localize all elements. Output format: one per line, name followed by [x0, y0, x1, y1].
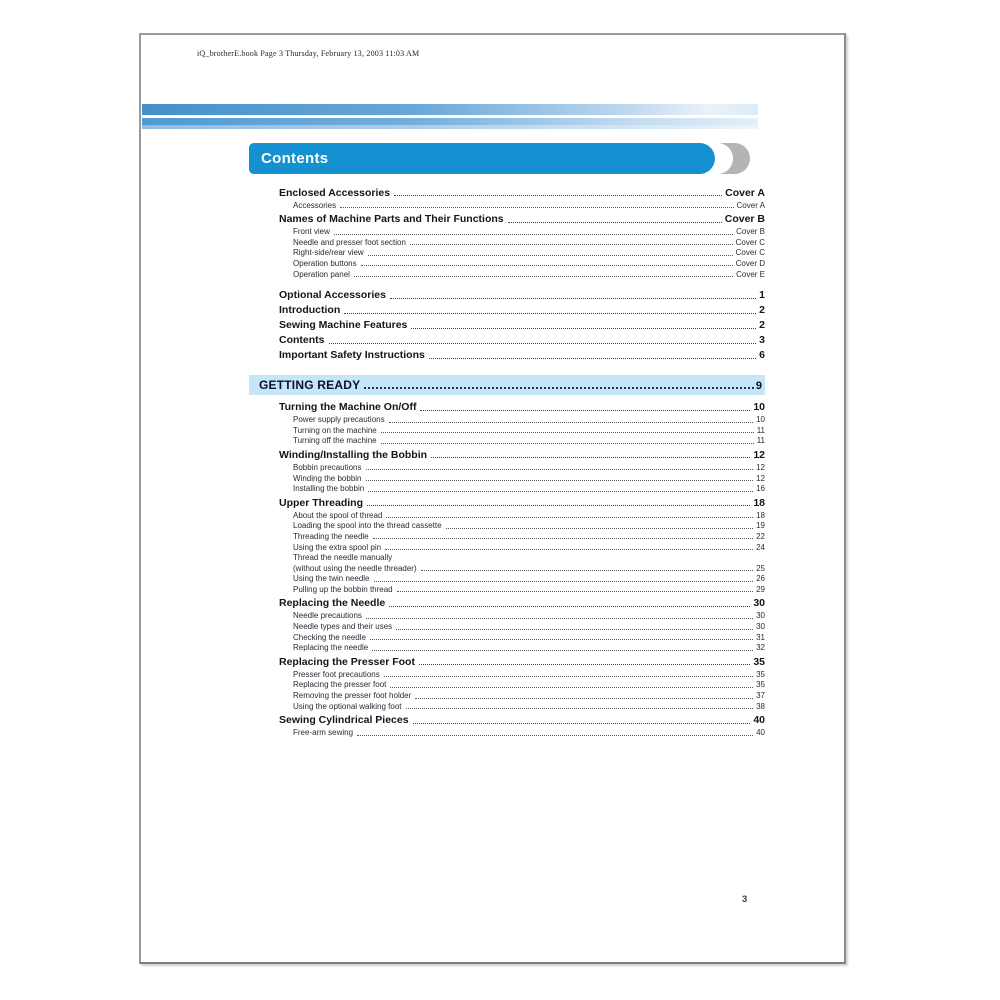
toc-row — [279, 541, 765, 552]
toc-entry-label: Contents — [279, 334, 325, 347]
toc-row — [279, 333, 765, 346]
header-stripes — [142, 104, 758, 129]
toc-leader-dots — [410, 244, 733, 245]
toc-row — [279, 700, 765, 711]
toc-row — [279, 461, 765, 472]
toc-row — [279, 414, 765, 425]
toc-entry-label: Power supply precautions — [293, 415, 385, 425]
toc-entry-label: Presser foot precautions — [293, 669, 380, 679]
toc-row — [279, 631, 765, 642]
toc-page-number: 10 — [756, 415, 765, 425]
toc-row — [279, 668, 765, 679]
toc-leader-dots — [361, 265, 733, 266]
stripe-top — [142, 104, 758, 115]
toc-part-label: GETTING READY — [259, 378, 361, 393]
toc-front-section — [279, 185, 765, 361]
toc-page-number: Cover E — [736, 269, 765, 279]
toc-page-number: 37 — [756, 691, 765, 701]
toc-leader-dots — [419, 664, 750, 665]
toc-page-number: 35 — [756, 669, 765, 679]
toc-row — [279, 472, 765, 483]
toc-page-number: 40 — [753, 714, 765, 727]
toc-row — [279, 610, 765, 621]
toc-row — [279, 400, 765, 413]
toc-page-number: Cover A — [725, 186, 765, 199]
toc-entry-label: Optional Accessories — [279, 289, 386, 302]
toc-entry-label: Installing the bobbin — [293, 484, 365, 494]
toc-row — [279, 257, 765, 268]
toc-entry-label: Winding/Installing the Bobbin — [279, 448, 428, 461]
toc-row — [279, 642, 765, 653]
toc-entry-label: Replacing the Needle — [279, 597, 386, 610]
toc-leader-dots — [384, 676, 753, 677]
toc-leader-dots — [396, 629, 753, 630]
toc-leader-dots — [370, 639, 753, 640]
toc-leader-dots — [344, 313, 756, 314]
toc-row — [279, 583, 765, 594]
toc-entry-label: (without using the needle threader) — [293, 563, 417, 573]
toc-row — [279, 424, 765, 435]
toc-row — [279, 435, 765, 446]
toc-row — [279, 447, 765, 460]
toc-page-number: 26 — [756, 574, 765, 584]
toc-entry-label: Removing the presser foot holder — [293, 691, 412, 701]
toc-entry-label: Right-side/rear view — [293, 248, 364, 258]
toc-entry-label: Needle and presser foot section — [293, 237, 406, 247]
toc-leader-dots — [406, 708, 754, 709]
toc-leader-dots — [374, 581, 754, 582]
page-number: 3 — [742, 894, 748, 905]
toc-row — [279, 596, 765, 609]
toc-leader-dots — [390, 687, 753, 688]
toc-leader-dots — [386, 517, 753, 518]
toc-entry-label: Bobbin precautions — [293, 462, 362, 472]
toc-entry-label: Important Safety Instructions — [279, 349, 425, 362]
toc-page-number: Cover B — [736, 227, 765, 237]
contents-banner-bar — [249, 143, 715, 174]
toc-row — [279, 689, 765, 700]
toc-page-number: Cover B — [724, 213, 765, 226]
toc-leader-dots — [381, 443, 754, 444]
table-of-contents — [259, 183, 765, 738]
toc-row — [279, 268, 765, 279]
toc-row — [279, 520, 765, 531]
toc-page-number: 10 — [753, 401, 765, 414]
toc-entry-label: Threading the needle — [293, 531, 369, 541]
toc-page-number: 38 — [756, 701, 765, 711]
toc-entry-label: Pulling up the bobbin thread — [293, 584, 393, 594]
toc-leader-dots — [364, 387, 754, 389]
toc-row — [279, 236, 765, 247]
toc-leader-dots — [390, 298, 756, 299]
toc-leader-dots — [420, 410, 750, 411]
toc-page-number: 6 — [759, 349, 765, 362]
toc-leader-dots — [329, 343, 757, 344]
toc-entry-label: Needle precautions — [293, 611, 362, 621]
toc-entry-label: Free-arm sewing — [293, 728, 354, 738]
toc-entry-label: Loading the spool into the thread cassette — [293, 521, 442, 531]
toc-leader-dots — [413, 723, 751, 724]
toc-entry-label: Sewing Machine Features — [279, 319, 408, 332]
toc-entry-label: Names of Machine Parts and Their Functions — [279, 213, 504, 226]
toc-entry-label: Using the optional walking foot — [293, 701, 402, 711]
toc-page-number: 40 — [756, 728, 765, 738]
toc-row — [279, 348, 765, 361]
toc-leader-dots — [397, 591, 753, 592]
toc-leader-dots — [394, 195, 722, 196]
toc-page-number: Cover A — [736, 200, 765, 210]
toc-entry-label: About the spool of thread — [293, 510, 383, 520]
toc-entry-label: Thread the needle manually — [293, 553, 393, 563]
toc-page-number: 18 — [753, 496, 765, 509]
toc-page-number: 12 — [756, 462, 765, 472]
toc-page-number: Cover C — [735, 237, 765, 247]
toc-page-number: 9 — [755, 380, 762, 393]
toc-entry-label: Sewing Cylindrical Pieces — [279, 714, 409, 727]
toc-leader-dots — [429, 358, 756, 359]
toc-entry-label: Checking the needle — [293, 632, 366, 642]
toc-row — [279, 185, 765, 198]
toc-getting-ready-section — [279, 400, 765, 738]
toc-entry-label: Accessories — [293, 200, 337, 210]
toc-page-number: 11 — [756, 425, 765, 435]
toc-row — [279, 552, 765, 563]
toc-row — [279, 226, 765, 237]
toc-page-number: 30 — [756, 611, 765, 621]
toc-leader-dots — [366, 480, 754, 481]
toc-leader-dots — [366, 469, 754, 470]
toc-row — [279, 247, 765, 258]
toc-page-number: 25 — [756, 563, 765, 573]
toc-leader-dots — [334, 234, 733, 235]
toc-leader-dots — [385, 549, 753, 550]
toc-entry-label: Turning off the machine — [293, 436, 377, 446]
toc-entry-label: Enclosed Accessories — [279, 186, 391, 199]
toc-leader-dots — [357, 735, 753, 736]
toc-row — [279, 713, 765, 726]
toc-page-number: 1 — [759, 289, 765, 302]
toc-leader-dots — [372, 650, 753, 651]
toc-page-number: 2 — [759, 319, 765, 332]
toc-leader-dots — [431, 457, 750, 458]
toc-entry-label: Turning on the machine — [293, 425, 377, 435]
toc-page-number: 19 — [756, 521, 765, 531]
toc-leader-dots — [340, 207, 733, 208]
toc-entry-label: Operation panel — [293, 269, 350, 279]
toc-page-number: 3 — [759, 334, 765, 347]
manual-page — [139, 33, 846, 964]
toc-entry-label: Turning the Machine On/Off — [279, 401, 417, 414]
toc-row — [279, 303, 765, 316]
toc-leader-dots — [381, 432, 754, 433]
toc-entry-label: Introduction — [279, 304, 341, 317]
toc-row — [279, 212, 765, 225]
toc-entry-label: Operation buttons — [293, 258, 357, 268]
toc-leader-dots — [367, 505, 750, 506]
toc-page-number: 11 — [756, 436, 765, 446]
toc-entry-label: Replacing the Presser Foot — [279, 655, 415, 668]
toc-page-number: 16 — [756, 484, 765, 494]
toc-entry-label: Needle types and their uses — [293, 622, 393, 632]
toc-row — [279, 654, 765, 667]
toc-row — [279, 288, 765, 301]
toc-page-number: Cover C — [735, 248, 765, 258]
toc-page-number: 31 — [756, 632, 765, 642]
toc-entry-label: Replacing the presser foot — [293, 680, 387, 690]
toc-page-number: 32 — [756, 643, 765, 653]
toc-entry-label: Upper Threading — [279, 496, 364, 509]
toc-page-number: 30 — [753, 597, 765, 610]
toc-page-number: 12 — [753, 448, 765, 461]
toc-row — [279, 318, 765, 331]
toc-entry-label: Replacing the needle — [293, 643, 369, 653]
toc-leader-dots — [389, 422, 753, 423]
toc-leader-dots — [411, 328, 756, 329]
toc-leader-dots — [421, 570, 753, 571]
toc-entry-label: Front view — [293, 227, 330, 237]
toc-page-number: Cover D — [735, 258, 765, 268]
contents-banner — [141, 143, 844, 174]
toc-leader-dots — [415, 698, 753, 699]
toc-page-number: 35 — [753, 655, 765, 668]
toc-row — [279, 573, 765, 584]
toc-page-number: 30 — [756, 622, 765, 632]
toc-leader-dots — [354, 276, 733, 277]
toc-row — [279, 620, 765, 631]
toc-leader-dots — [508, 222, 722, 223]
toc-page-number: 12 — [756, 473, 765, 483]
toc-page-number: 18 — [756, 510, 765, 520]
stripe-bottom — [142, 125, 758, 129]
toc-row — [279, 509, 765, 520]
toc-row — [279, 727, 765, 738]
toc-page-number: 2 — [759, 304, 765, 317]
toc-row — [279, 483, 765, 494]
toc-page-number: 22 — [756, 531, 765, 541]
toc-entry-label: Using the extra spool pin — [293, 542, 382, 552]
toc-leader-dots — [389, 606, 750, 607]
toc-entry-label: Winding the bobbin — [293, 473, 362, 483]
toc-leader-dots — [368, 491, 753, 492]
toc-leader-dots — [446, 528, 754, 529]
toc-row — [279, 199, 765, 210]
toc-leader-dots — [366, 618, 753, 619]
toc-page-number: 29 — [756, 584, 765, 594]
toc-page-number: 24 — [756, 542, 765, 552]
print-header-line: iQ_brotherE.book Page 3 Thursday, February 13, 2003 11:03 AM — [197, 49, 420, 58]
page-title: Contents — [261, 150, 329, 167]
toc-row — [279, 679, 765, 690]
toc-row — [279, 530, 765, 541]
toc-row — [279, 562, 765, 573]
stripe-middle — [142, 118, 758, 125]
toc-leader-dots — [368, 255, 733, 256]
toc-page-number: 35 — [756, 680, 765, 690]
toc-entry-label: Using the twin needle — [293, 574, 370, 584]
toc-row — [279, 495, 765, 508]
toc-part-getting-ready — [249, 375, 765, 395]
toc-leader-dots — [373, 538, 753, 539]
